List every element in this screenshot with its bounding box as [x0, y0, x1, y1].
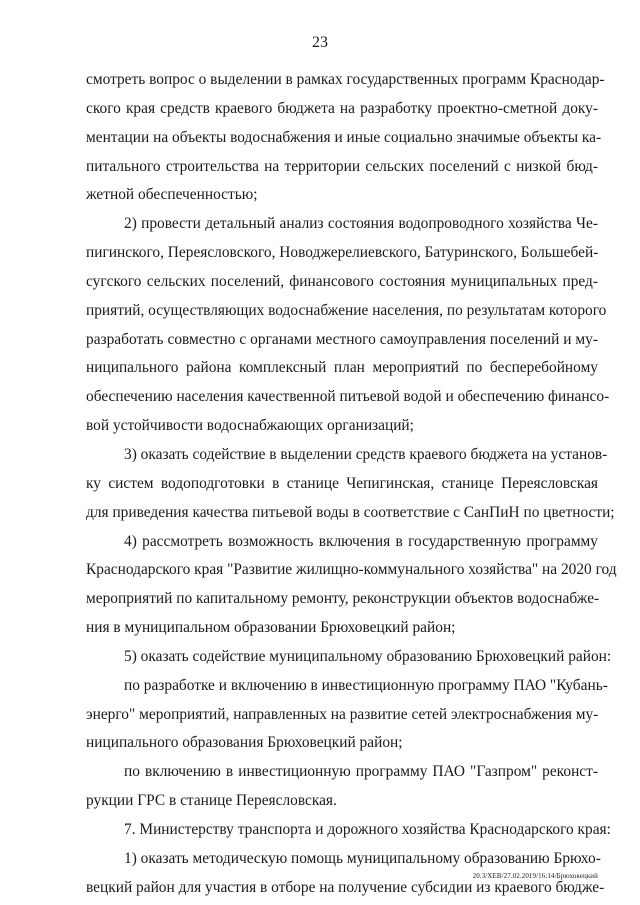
text-line: ку систем водоподготовки в станице Чепигинская, станице Переясловская [86, 474, 598, 492]
text-line: 4) рассмотреть возможность включения в государственную программу [124, 532, 598, 550]
text-line: по разработке и включению в инвестиционную программу ПАО "Кубань- [124, 676, 608, 694]
text-line: 3) оказать содействие в выделении средств краевого бюджета на установ- [124, 445, 608, 463]
document-body [86, 66, 617, 902]
text-line: Краснодарского края "Развитие жилищно-коммунального хозяйства" на 2020 год [86, 561, 617, 579]
text-line: 1) оказать методическую помощь муниципальному образованию Брюхо- [124, 849, 601, 867]
text-line: 7. Министерству транспорта и дорожного хозяйства Краснодарского края: [124, 820, 611, 838]
page-number: 23 [312, 34, 328, 51]
text-line: ния в муниципальном образовании Брюховецкий район; [86, 619, 456, 637]
footer-document-id: 20.3/ХЕВ/27.02.2019/16:14/Брюховецкий [472, 872, 598, 880]
text-line: 2) провести детальный анализ состояния водопроводного хозяйства Че- [124, 215, 598, 233]
text-line: ментации на объекты водоснабжения и иные социально значимые объекты ка- [86, 128, 602, 146]
text-line: питального строительства на территории сельских поселений с низкой бюд- [86, 157, 598, 175]
text-line: обеспечению населения качественной питьевой водой и обеспечению финансо- [86, 388, 610, 406]
text-line: приятий, осуществляющих водоснабжение населения, по результатам которого [86, 301, 607, 319]
text-line: рукции ГРС в станице Переясловская. [86, 792, 337, 810]
text-line: ниципального образования Брюховецкий район; [86, 734, 403, 752]
text-line: вой устойчивости водоснабжающих организаций; [86, 417, 414, 435]
text-line: разработать совместно с органами местного самоуправления поселений и му- [86, 330, 598, 348]
text-line: 5) оказать содействие муниципальному образованию Брюховецкий район: [124, 647, 612, 665]
text-line: вецкий район для участия в отборе на получение субсидии из краевого бюдже- [86, 878, 605, 896]
text-line: ского края средств краевого бюджета на разработку проектно-сметной доку- [86, 99, 598, 117]
text-line: жетной обеспеченностью; [86, 186, 258, 204]
text-line: смотреть вопрос о выделении в рамках государственных программ Краснодар- [86, 71, 605, 88]
text-line: энерго" мероприятий, направленных на развитие сетей электроснабжения му- [86, 705, 599, 723]
text-line: сугского сельских поселений, финансового состояния муниципальных пред- [86, 272, 598, 290]
text-line: ниципального района комплексный план мероприятий по бесперебойному [86, 359, 598, 377]
text-line: мероприятий по капитальному ремонту, реконструкции объектов водоснабже- [86, 590, 600, 608]
text-line: по включению в инвестиционную программу ПАО "Газпром" реконст- [124, 763, 598, 781]
text-line: для приведения качества питьевой воды в соответствие с СанПиН по цветности; [86, 503, 615, 521]
text-line: пигинского, Переясловского, Новоджерелиевского, Батуринского, Большебей- [86, 244, 599, 262]
